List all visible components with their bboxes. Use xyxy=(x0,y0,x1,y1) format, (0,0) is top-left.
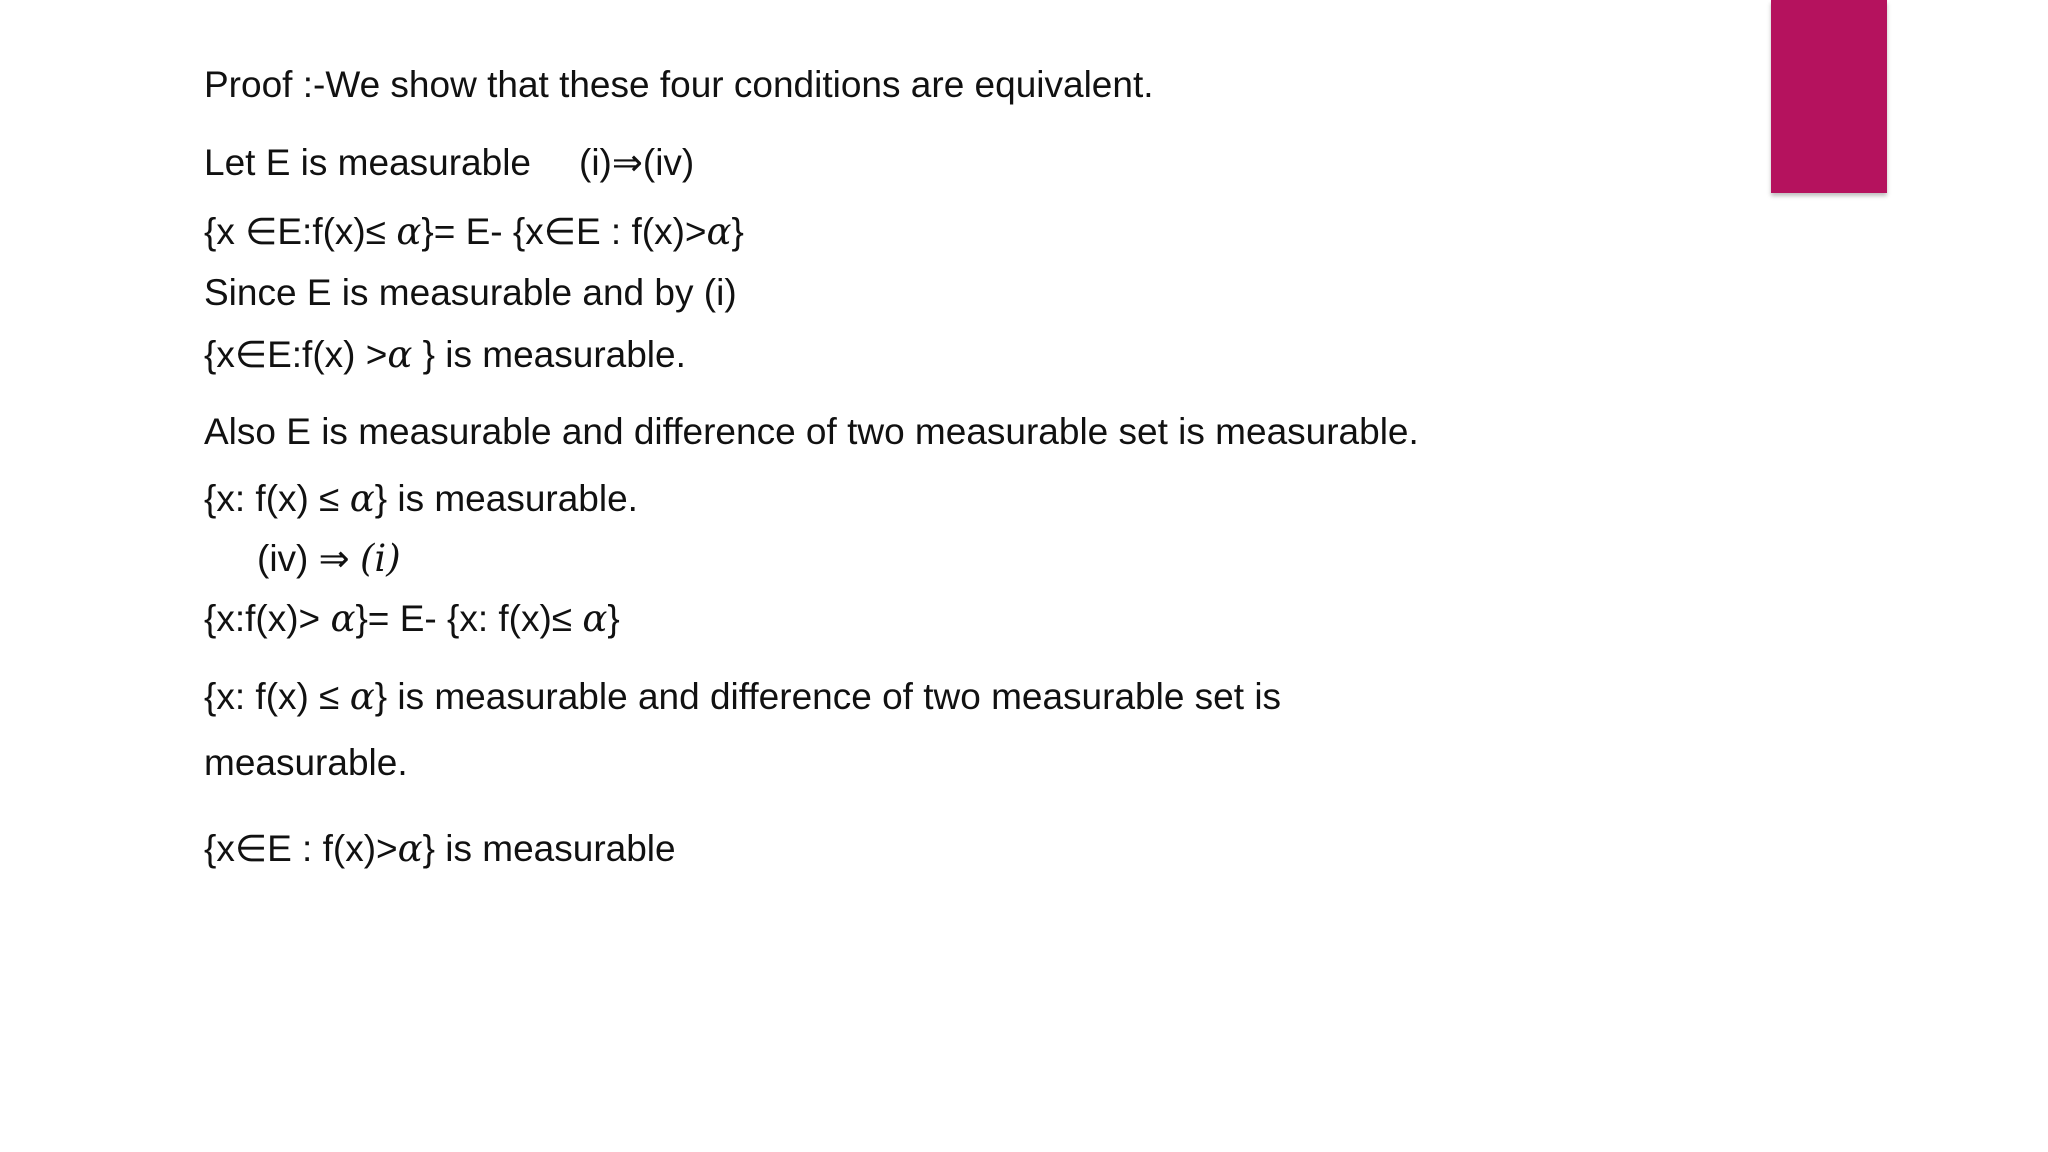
roman-numeral-i: (i) xyxy=(359,537,401,580)
difference-statement-line: {x: f(x) ≤ α} is measurable and difference of two measurable set is xyxy=(204,675,1282,718)
alpha-symbol: α xyxy=(349,477,375,520)
difference-statement-continuation: measurable. xyxy=(204,742,408,783)
alpha-symbol: α xyxy=(582,597,608,640)
proof-intro-line: Proof :-We show that these four conditions are equivalent. xyxy=(204,64,1154,105)
set-identity-line: {x ∈E:f(x)≤ α}= E- {x∈E : f(x)>α} xyxy=(204,210,744,253)
implication-line: (iv) ⇒ (i) xyxy=(257,537,401,580)
implication-label: (i)⇒(iv) xyxy=(579,142,695,183)
set-identity-line: {x:f(x)> α}= E- {x: f(x)≤ α} xyxy=(204,597,620,640)
let-e-measurable-line: Let E is measurable (i)⇒(iv) xyxy=(204,142,695,183)
alpha-symbol: α xyxy=(349,675,375,718)
alpha-symbol: α xyxy=(706,210,732,253)
also-difference-line: Also E is measurable and difference of two measurable set is measurable. xyxy=(204,411,1419,452)
since-e-measurable-line: Since E is measurable and by (i) xyxy=(204,272,737,313)
set-measurable-line: {x∈E:f(x) >α } is measurable. xyxy=(204,333,686,376)
alpha-symbol: α xyxy=(387,333,413,376)
conclusion-line: {x∈E : f(x)>α} is measurable xyxy=(204,827,676,870)
set-measurable-line: {x: f(x) ≤ α} is measurable. xyxy=(204,477,638,520)
alpha-symbol: α xyxy=(397,827,423,870)
alpha-symbol: α xyxy=(330,597,356,640)
alpha-symbol: α xyxy=(396,210,422,253)
